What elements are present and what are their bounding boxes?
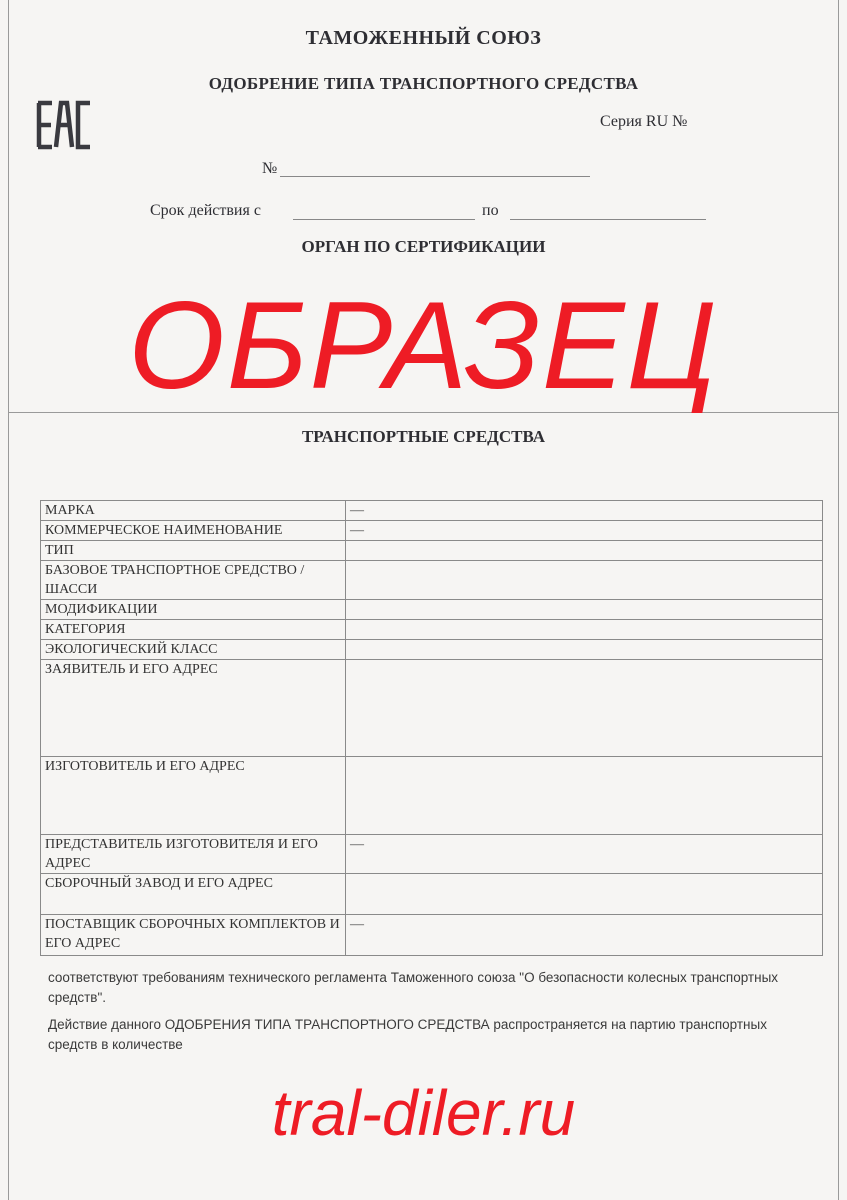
row-value	[346, 874, 823, 915]
table-row	[41, 874, 823, 915]
row-label: СБОРОЧНЫЙ ЗАВОД И ЕГО АДРЕС	[41, 874, 346, 915]
vehicle-spec-table	[40, 500, 823, 956]
scope-paragraph: Действие данного ОДОБРЕНИЯ ТИПА ТРАНСПОРТНОГО СРЕДСТВА распространяется на партию транспортных средств в количестве	[48, 1017, 767, 1052]
row-value	[346, 600, 823, 620]
table-row	[41, 541, 823, 561]
row-value	[346, 561, 823, 600]
row-label: КОММЕРЧЕСКОЕ НАИМЕНОВАНИЕ	[41, 521, 346, 541]
number-label: №	[262, 160, 278, 177]
row-label: БАЗОВОЕ ТРАНСПОРТНОЕ СРЕДСТВО / ШАССИ	[41, 561, 346, 600]
table-row	[41, 620, 823, 640]
approval-title: ОДОБРЕНИЕ ТИПА ТРАНСПОРТНОГО СРЕДСТВА	[208, 74, 639, 93]
row-label: ЗАЯВИТЕЛЬ И ЕГО АДРЕС	[41, 660, 346, 757]
table-row	[41, 835, 823, 874]
row-value	[346, 620, 823, 640]
table-row	[41, 757, 823, 835]
sample-stamp: ОБРАЗЕЦ	[128, 277, 719, 415]
row-label: ИЗГОТОВИТЕЛЬ И ЕГО АДРЕС	[41, 757, 346, 835]
row-label: ЭКОЛОГИЧЕСКИЙ КЛАСС	[41, 640, 346, 660]
validity-to-label: по	[482, 202, 499, 219]
row-label: МОДИФИКАЦИИ	[41, 600, 346, 620]
union-title: ТАМОЖЕННЫЙ СОЮЗ	[305, 27, 542, 49]
table-row	[41, 600, 823, 620]
validity-from-underline	[293, 219, 475, 220]
row-value	[346, 757, 823, 835]
compliance-paragraph: соответствуют требованиям технического регламента Таможенного союза "О безопасности колесных транспортных средств".	[48, 970, 779, 1005]
validity-from-label: Срок действия с	[150, 202, 261, 219]
number-underline	[280, 176, 590, 177]
row-label: ПРЕДСТАВИТЕЛЬ ИЗГОТОВИТЕЛЯ И ЕГО АДРЕС	[41, 835, 346, 874]
table-row	[41, 660, 823, 757]
table-row	[41, 640, 823, 660]
row-value: —	[346, 915, 823, 956]
row-label: ТИП	[41, 541, 346, 561]
series-label: Серия RU №	[600, 113, 688, 130]
eac-logo	[34, 95, 94, 155]
row-value: —	[346, 521, 823, 541]
row-value	[346, 541, 823, 561]
row-value	[346, 640, 823, 660]
row-label: МАРКА	[41, 501, 346, 521]
number-field	[262, 160, 277, 178]
vehicles-title: ТРАНСПОРТНЫЕ СРЕДСТВА	[301, 427, 546, 446]
row-value	[346, 660, 823, 757]
certification-body-title: ОРГАН ПО СЕРТИФИКАЦИИ	[301, 237, 546, 256]
row-value: —	[346, 501, 823, 521]
validity-field	[150, 202, 710, 224]
row-value: —	[346, 835, 823, 874]
table-row	[41, 915, 823, 956]
site-watermark: tral-diler.ru	[271, 1077, 576, 1149]
table-row	[41, 501, 823, 521]
validity-to-underline	[510, 219, 706, 220]
row-label: КАТЕГОРИЯ	[41, 620, 346, 640]
table-row	[41, 521, 823, 541]
table-row	[41, 561, 823, 600]
row-label: ПОСТАВЩИК СБОРОЧНЫХ КОМПЛЕКТОВ И ЕГО АДРЕС	[41, 915, 346, 956]
